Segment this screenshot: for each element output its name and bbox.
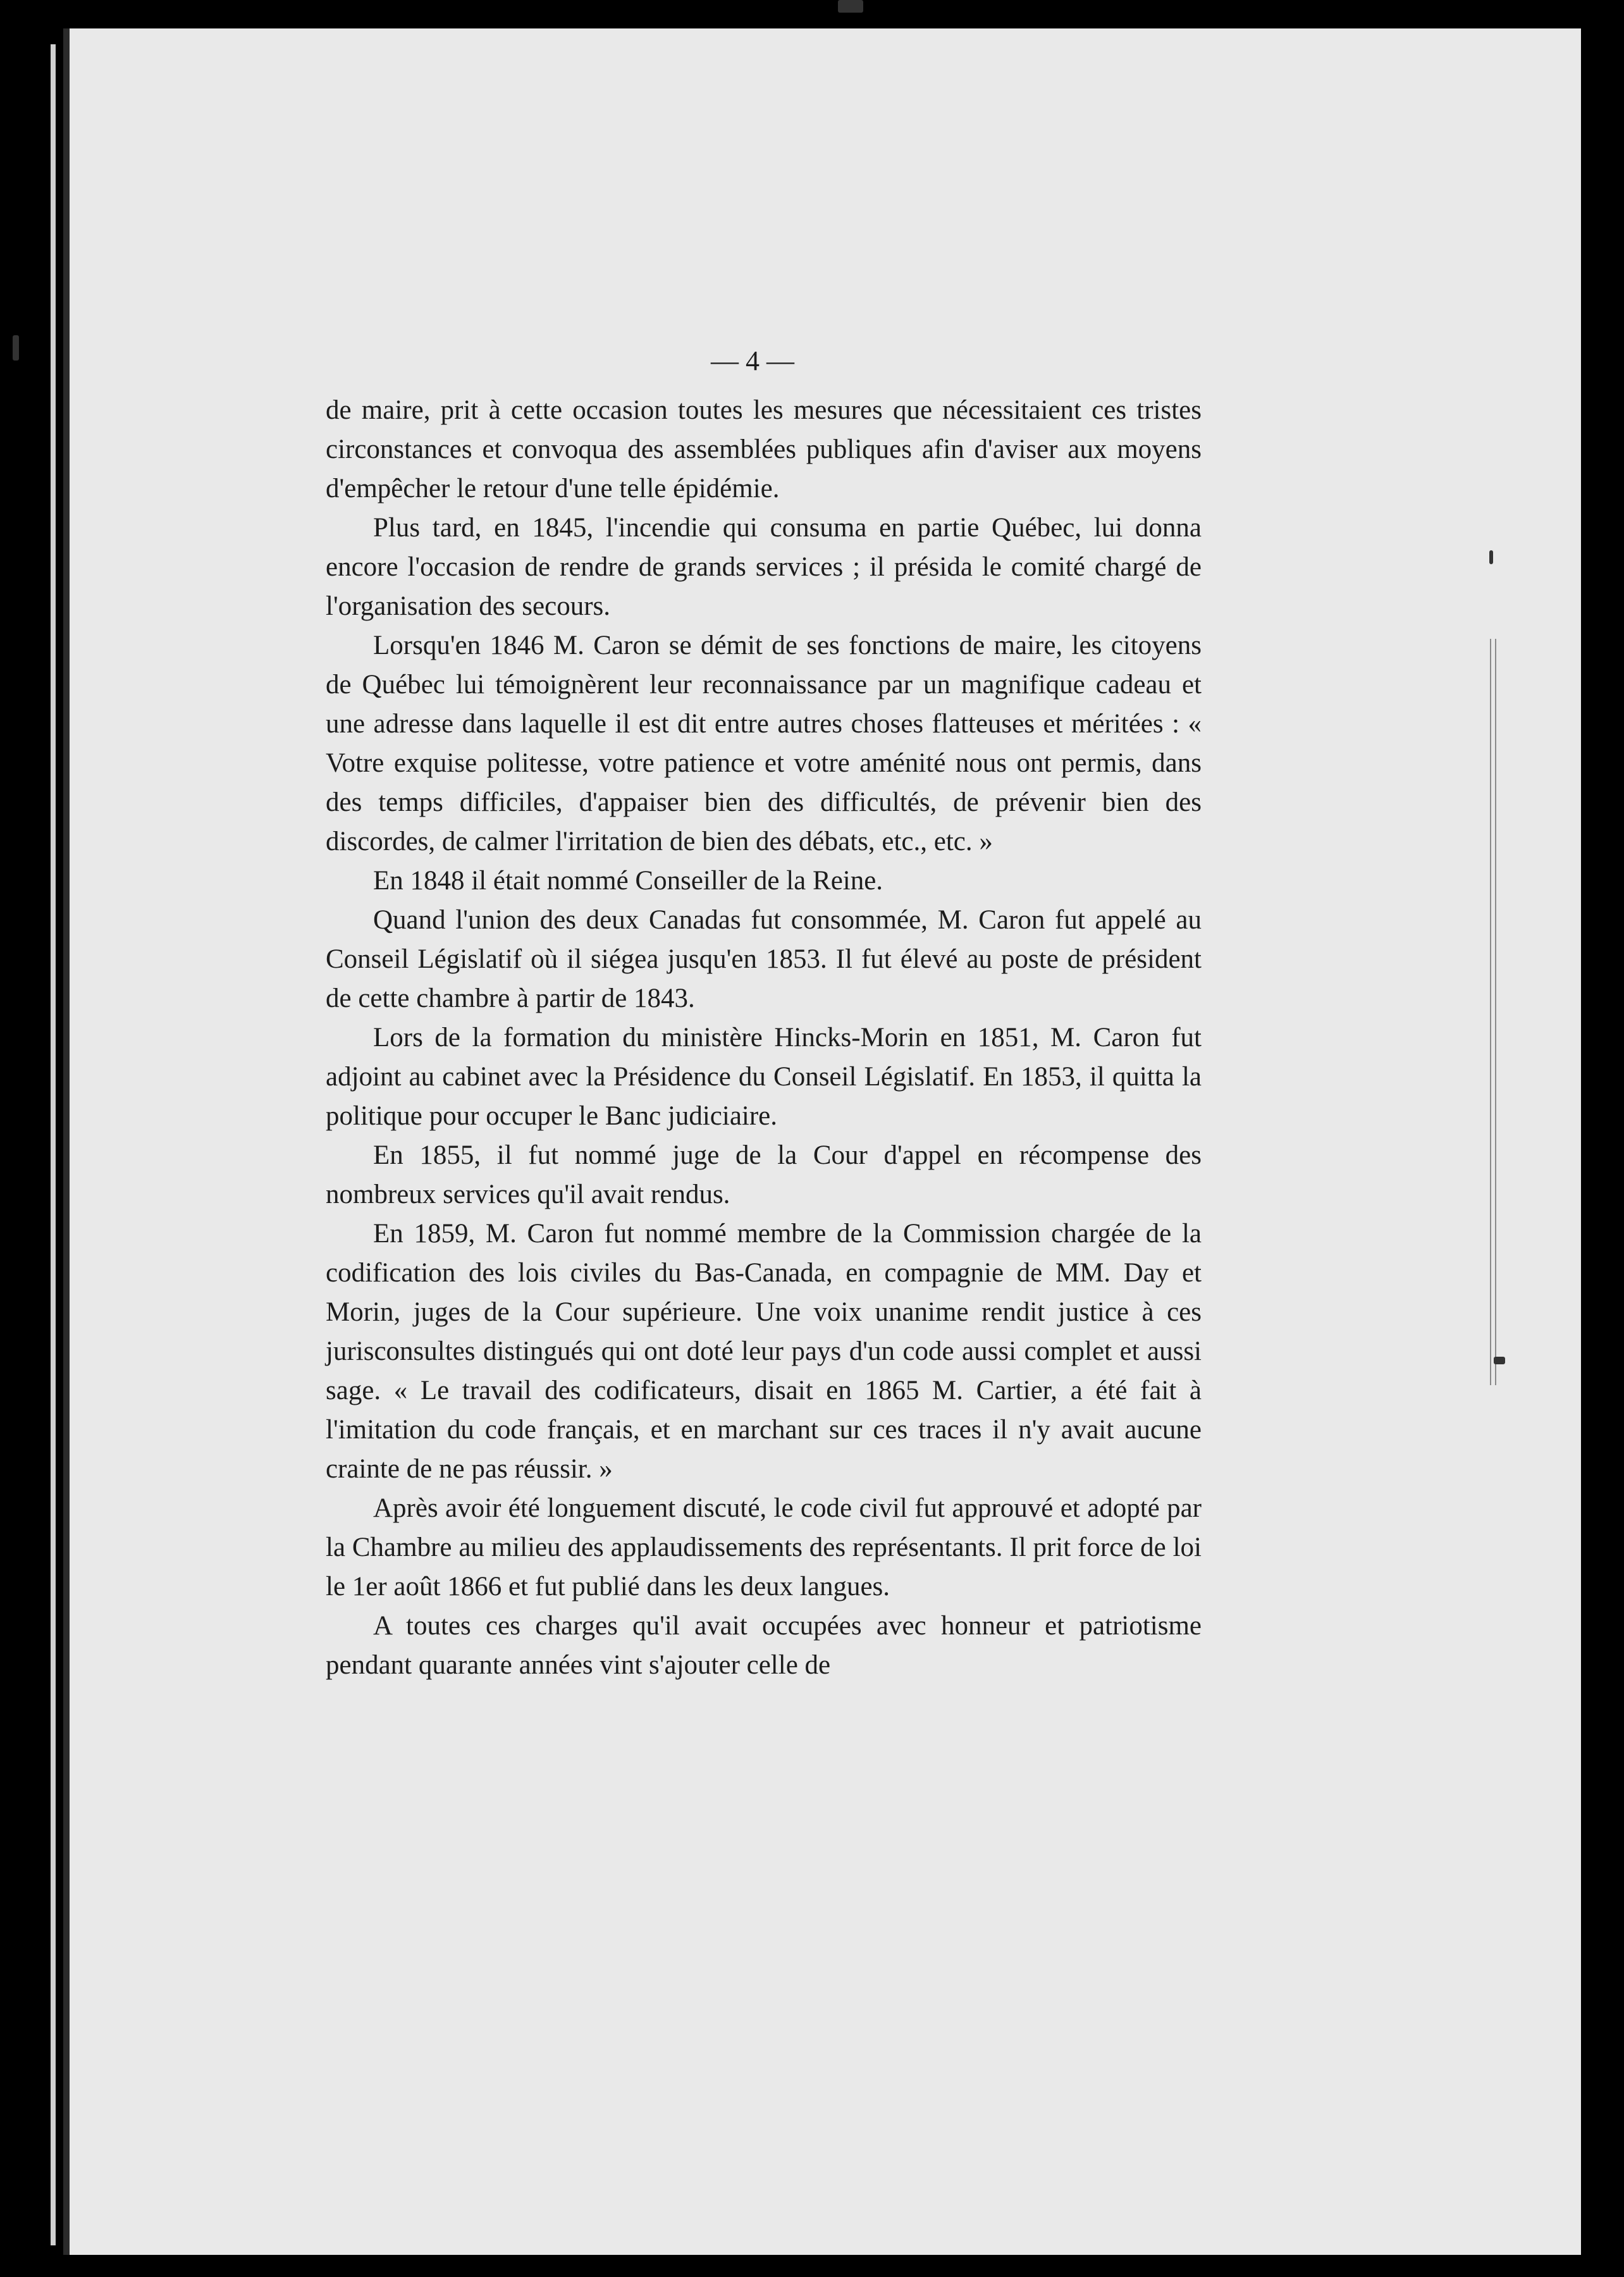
binding-string-decoration xyxy=(1487,626,1500,1423)
paragraph: Lorsqu'en 1846 M. Caron se démit de ses fonctions de maire, les citoyens de Québec lui témoignèrent leur reconnaissance par un magnifique cadeau et une adresse dans laquelle il est dit entre autres choses flatteuses et méritées : « Votre exquise politesse, votre patience et votre aménité nous ont permis, dans des temps difficiles, d'appaiser bien des difficultés, de prévenir bien des discordes, de calmer l'irritation de bien des débats, etc., etc. » xyxy=(326,631,1202,856)
paragraph: de maire, prit à cette occasion toutes les mesures que nécessitaient ces tristes circonstances et convoqua des assemblées publiques afin d'aviser aux moyens d'empêcher le retour d'une telle épidémie. xyxy=(326,395,1202,503)
paragraph: Lors de la formation du ministère Hincks-Morin en 1851, M. Caron fut adjoint au cabinet avec la Présidence du Conseil Législatif. En 1853, il quitta la politique pour occuper le Banc judiciaire. xyxy=(326,1023,1202,1131)
body-text xyxy=(326,391,1202,1685)
scan-speck xyxy=(1489,550,1493,564)
scan-speck xyxy=(13,335,19,361)
page-number: — 4 — xyxy=(711,345,794,376)
string-line xyxy=(1495,639,1496,1385)
paragraph: Quand l'union des deux Canadas fut consommée, M. Caron fut appelé au Conseil Législatif où il siégea jusqu'en 1853. Il fut élevé au poste de président de cette chambre à partir de 1843. xyxy=(326,905,1202,1013)
paragraph: En 1855, il fut nommé juge de la Cour d'appel en récompense des nombreux services qu'il avait rendus. xyxy=(326,1140,1202,1209)
paragraph: Après avoir été longuement discuté, le code civil fut approuvé et adopté par la Chambre au milieu des applaudissements des représentants. Il prit force de loi le 1er août 1866 et fut publié dans les deux langues. xyxy=(326,1493,1202,1601)
scan-speck xyxy=(838,0,863,13)
page-edge xyxy=(51,44,56,2245)
paragraph: A toutes ces charges qu'il avait occupées avec honneur et patriotisme pendant quarante années vint s'ajouter celle de xyxy=(326,1611,1202,1680)
string-line xyxy=(1490,639,1491,1385)
paragraph: En 1859, M. Caron fut nommé membre de la Commission chargée de la codification des lois civiles du Bas-Canada, en compagnie de MM. Day et Morin, juges de la Cour supérieure. Une voix unanime rendit justice à ces jurisconsultes distingués qui ont doté leur pays d'un code aussi complet et aussi sage. « Le travail des codificateurs, disait en 1865 M. Cartier, a été fait à l'imitation du code français, et en marchant sur ces traces il n'y avait aucune crainte de ne pas réussir. » xyxy=(326,1219,1202,1484)
paragraph: Plus tard, en 1845, l'incendie qui consuma en partie Québec, lui donna encore l'occasion de rendre de grands services ; il présida le comité chargé de l'organisation des secours. xyxy=(326,513,1202,621)
scan-speck xyxy=(1494,1357,1505,1364)
paragraph: En 1848 il était nommé Conseiller de la Reine. xyxy=(373,866,883,896)
